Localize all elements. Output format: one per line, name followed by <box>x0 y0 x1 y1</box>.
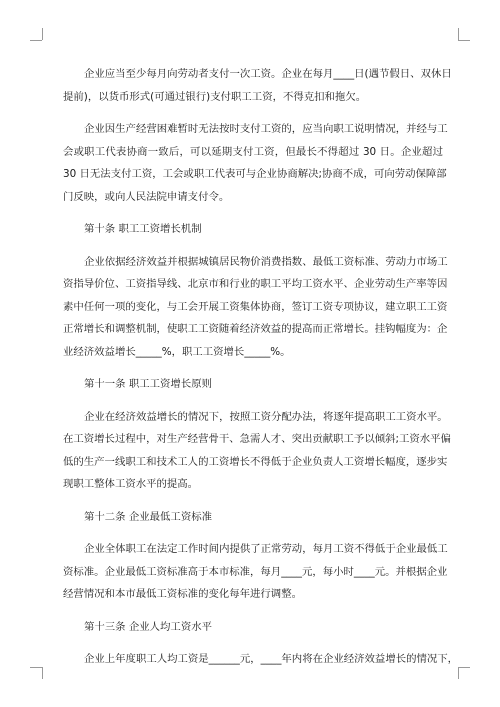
crop-mark-bottom-left <box>30 667 42 668</box>
text-line: 业经济效益增长_____%，职工工资增长_____%。 <box>63 345 291 358</box>
text-line: 企业依据经济效益并根据城镇居民物价消费指数、最低工资标准、劳动力市场工 <box>84 255 448 268</box>
text-line: 素中任何一项的变化，与工会开展工资集体协商，签订工资专项协议，建立职工工资 <box>63 300 448 313</box>
text-line: 提前)，以货币形式(可通过银行)支付职工工资，不得克扣和拖欠。 <box>63 90 367 103</box>
text-line: 经营情况和本市最低工资标准的变化每年进行调整。 <box>63 588 302 600</box>
article-10-heading: 第十条 职工工资增长机制 <box>84 223 202 235</box>
paragraph-payment-schedule <box>63 63 452 108</box>
article-11-heading: 第十一条 职工工资增长原则 <box>84 378 212 390</box>
text-line: 企业在经济效益增长的情况下，按照工资分配办法，将逐年提高职工工资水平。 <box>84 410 448 423</box>
crop-mark-top-right <box>458 28 459 40</box>
article-13-heading: 第十三条 企业人均工资水平 <box>84 620 212 633</box>
paragraph-average-wage <box>63 648 459 671</box>
text-line: 30 日无法支付工资，工会或职工代表可与企业协商解决;协商不成，可向劳动保障部 <box>63 168 447 180</box>
text-line: 在工资增长过程中，对生产经营骨干、急需人才、突出贡献职工予以倾斜;工资水平偏 <box>63 433 451 445</box>
crop-mark-bottom-left <box>42 667 43 679</box>
text-line: 正常增长和调整机制，使职工工资随着经济效益的提高而正常增长。挂钩幅度为：企 <box>63 323 448 335</box>
paragraph-wage-growth-principle <box>63 406 451 496</box>
text-line: 门反映，或向人民法院申请支付令。 <box>63 190 230 203</box>
paragraph-minimum-wage <box>63 538 448 606</box>
document-body <box>63 63 459 671</box>
text-line: 企业因生产经营困难暂时无法按时支付工资的，应当向职工说明情况，并经与工 <box>84 123 448 135</box>
crop-mark-bottom-right <box>458 667 470 668</box>
text-line: 企业应当至少每月向劳动者支付一次工资。企业在每月____日(遇节假日、双休日 <box>84 68 452 80</box>
text-line: 资指导价位、工资指导线、北京市和行业的职工平均工资水平、企业劳动生产率等因 <box>63 278 448 290</box>
text-line: 会或职工代表协商一致后，可以延期支付工资，但最长不得超过 30 日。企业超过 <box>63 145 443 158</box>
paragraph-delayed-payment <box>63 118 448 208</box>
text-line: 企业上年度职工人均工资是______元，____年内将在企业经济效益增长的情况下， <box>84 653 459 665</box>
crop-mark-top-left <box>42 28 43 40</box>
text-line: 低的生产一线职工和技术工人的工资增长不得低于企业负责人工资增长幅度，逐步实 <box>63 455 448 468</box>
article-12-heading: 第十二条 企业最低工资标准 <box>84 510 212 523</box>
text-line: 现职工整体工资水平的提高。 <box>63 478 199 490</box>
text-line: 资标准。企业最低工资标准高于本市标准，每月____元，每小时____元。并根据企业 <box>63 565 448 578</box>
crop-mark-top-left <box>30 40 42 41</box>
crop-mark-bottom-right <box>458 667 459 679</box>
paragraph-wage-growth-mechanism <box>63 251 448 364</box>
text-line: 企业全体职工在法定工作时间内提供了正常劳动，每月工资不得低于企业最低工 <box>84 543 448 555</box>
crop-mark-top-right <box>458 40 470 41</box>
